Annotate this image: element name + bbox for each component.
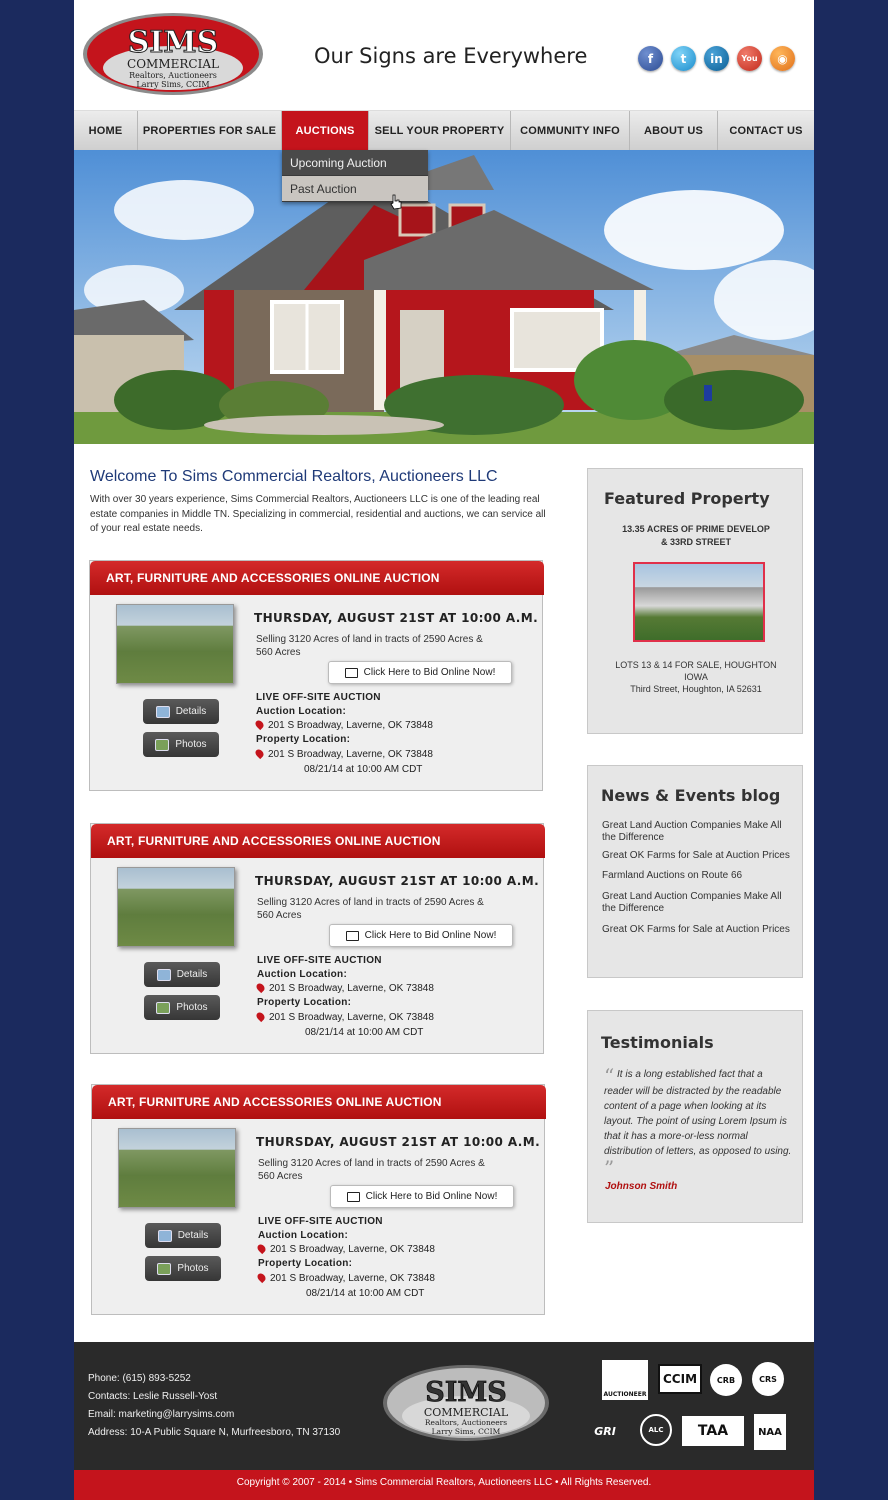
featured-property-box — [587, 468, 803, 734]
details-button[interactable] — [143, 699, 219, 724]
footer-sims-logo[interactable] — [382, 1364, 550, 1442]
auction-card — [90, 823, 544, 1054]
cursor-hand-icon — [390, 194, 402, 210]
auction-location-label: Auction Location: — [256, 706, 347, 717]
bid-online-button[interactable] — [328, 661, 512, 684]
auction-title[interactable]: ART, FURNITURE AND ACCESSORIES ONLINE AUCTION — [90, 561, 544, 595]
auction-time: 08/21/14 at 10:00 AM CDT — [305, 1027, 424, 1038]
details-icon — [156, 706, 170, 718]
auction-location — [256, 720, 433, 731]
news-link[interactable]: Great Land Auction Companies Make All the Difference — [602, 820, 782, 843]
gri-cert-logo: GRI — [594, 1424, 616, 1438]
auction-land-photo[interactable] — [118, 1128, 236, 1208]
youtube-icon[interactable]: You — [737, 46, 762, 71]
footer-logo-sub: COMMERCIAL — [423, 1406, 509, 1419]
ccim-cert-logo: CCIM — [658, 1364, 702, 1394]
featured-desc-line3: Third Street, Houghton, IA 52631 — [630, 684, 762, 694]
auction-description: Selling 3120 Acres of land in tracts of 2590 Acres & 560 Acres — [256, 634, 483, 658]
property-location — [256, 749, 433, 760]
crb-cert-logo: CRB — [710, 1364, 742, 1396]
map-pin-icon — [256, 1272, 267, 1283]
details-label: Details — [176, 969, 208, 980]
footer-logo-line1: Realtors, Auctioneers — [424, 1418, 508, 1427]
featured-desc-line1: LOTS 13 & 14 FOR SALE, HOUGHTON — [615, 660, 777, 670]
details-icon — [157, 969, 171, 981]
bid-online-button[interactable] — [330, 1185, 514, 1208]
sims-logo[interactable] — [82, 12, 264, 96]
featured-name-line2[interactable]: & 33RD STREET — [660, 537, 731, 547]
photos-icon — [155, 739, 169, 751]
dropdown-upcoming-auction[interactable]: Upcoming Auction — [282, 150, 428, 176]
photos-button[interactable] — [144, 995, 220, 1020]
photos-label: Photos — [175, 739, 207, 750]
news-link[interactable]: Great OK Farms for Sale at Auction Prices — [602, 850, 790, 861]
property-location-label: Property Location: — [258, 1258, 353, 1269]
nav-home[interactable]: HOME — [74, 111, 138, 151]
featured-property-photo[interactable] — [633, 562, 765, 642]
auction-land-photo[interactable] — [116, 604, 234, 684]
close-quote-icon: ” — [604, 1156, 615, 1180]
news-title: News & Events blog — [601, 786, 781, 805]
logo-line1: Realtors, Auctioneers — [129, 71, 217, 80]
footer — [74, 1342, 814, 1470]
footer-phone: Phone: (615) 893-5252 — [88, 1373, 191, 1384]
monitor-icon — [345, 668, 358, 678]
page — [74, 0, 814, 1500]
photos-icon — [157, 1263, 171, 1275]
photos-button[interactable] — [145, 1256, 221, 1281]
auction-card — [89, 560, 543, 791]
map-pin-icon — [255, 982, 266, 993]
photos-button[interactable] — [143, 732, 219, 757]
auction-description: Selling 3120 Acres of land in tracts of 2590 Acres & 560 Acres — [257, 897, 484, 921]
map-pin-icon — [256, 1243, 267, 1254]
logo-line2: Larry Sims, CCIM — [136, 80, 210, 89]
auction-land-photo[interactable] — [117, 867, 235, 947]
map-pin-icon — [254, 748, 265, 759]
auction-time: 08/21/14 at 10:00 AM CDT — [306, 1288, 425, 1299]
auction-location-label: Auction Location: — [258, 1230, 349, 1241]
auction-date: THURSDAY, AUGUST 21ST AT 10:00 A.M. — [256, 1135, 541, 1149]
auction-title[interactable]: ART, FURNITURE AND ACCESSORIES ONLINE AUCTION — [92, 1085, 546, 1119]
auction-location-label: Auction Location: — [257, 969, 348, 980]
auction-location — [257, 983, 434, 994]
facebook-icon[interactable]: f — [638, 46, 663, 71]
rss-icon[interactable]: ◉ — [770, 46, 795, 71]
linkedin-icon[interactable]: in — [704, 46, 729, 71]
photos-label: Photos — [177, 1263, 209, 1274]
details-button[interactable] — [145, 1223, 221, 1248]
details-label: Details — [177, 1230, 209, 1241]
property-location-value: 201 S Broadway, Laverne, OK 73848 — [270, 1273, 435, 1284]
header — [74, 0, 814, 110]
open-quote-icon: “ — [604, 1064, 615, 1088]
logo-sub: COMMERCIAL — [127, 57, 219, 71]
auction-card — [91, 1084, 545, 1315]
news-box — [587, 765, 803, 978]
testimonial-author: Johnson Smith — [605, 1181, 678, 1192]
featured-desc-line2: IOWA — [684, 672, 708, 682]
taa-cert-logo: TAA — [682, 1416, 744, 1446]
footer-address: Address: 10-A Public Square N, Murfreesboro, TN 37130 — [88, 1427, 341, 1438]
alc-cert-logo: ALC — [640, 1414, 672, 1446]
auction-type: LIVE OFF-SITE AUCTION — [256, 692, 381, 703]
auction-type: LIVE OFF-SITE AUCTION — [257, 955, 382, 966]
nav-sell-your-property[interactable]: SELL YOUR PROPERTY — [369, 111, 511, 151]
hero-house-image — [74, 150, 814, 444]
news-link[interactable]: Farmland Auctions on Route 66 — [602, 870, 743, 881]
main-nav — [74, 110, 814, 150]
footer-contacts: Contacts: Leslie Russell-Yost — [88, 1391, 218, 1402]
property-location-value: 201 S Broadway, Laverne, OK 73848 — [268, 749, 433, 760]
auction-location-value: 201 S Broadway, Laverne, OK 73848 — [268, 720, 433, 731]
photos-icon — [156, 1002, 170, 1014]
tagline: Our Signs are Everywhere — [314, 44, 588, 68]
testimonials-box — [587, 1010, 803, 1223]
naa-cert-logo: NAA — [754, 1414, 786, 1450]
monitor-icon — [346, 931, 359, 941]
auction-date: THURSDAY, AUGUST 21ST AT 10:00 A.M. — [255, 874, 540, 888]
featured-name-line1[interactable]: 13.35 ACRES OF PRIME DEVELOP — [622, 524, 770, 534]
auction-location-value: 201 S Broadway, Laverne, OK 73848 — [269, 983, 434, 994]
details-label: Details — [175, 706, 207, 717]
details-button[interactable] — [144, 962, 220, 987]
featured-title: Featured Property — [604, 489, 770, 508]
nav-contact-us[interactable]: CONTACT US — [729, 125, 803, 137]
testimonial-quote — [604, 1064, 794, 1180]
auction-type: LIVE OFF-SITE AUCTION — [258, 1216, 383, 1227]
bid-online-label: Click Here to Bid Online Now! — [363, 667, 496, 678]
welcome-title: Welcome To Sims Commercial Realtors, Auctioneers LLC — [90, 468, 498, 485]
auctions-dropdown — [282, 150, 428, 202]
auction-location-value: 201 S Broadway, Laverne, OK 73848 — [270, 1244, 435, 1255]
map-pin-icon — [254, 719, 265, 730]
auction-location — [258, 1244, 435, 1255]
testimonial-text: It is a long established fact that a reader will be distracted by the readable content of a page when looking at its layout. The point of using Lorem Ipsum is that it has a more-or-less normal distribution of letters, as opposed to using. — [604, 1069, 792, 1157]
monitor-icon — [347, 1192, 360, 1202]
testimonials-title: Testimonials — [601, 1033, 714, 1052]
auctioneer-cert-logo: AUCTIONEER — [602, 1360, 648, 1400]
crs-cert-logo: CRS — [752, 1362, 784, 1396]
bid-online-button[interactable] — [329, 924, 513, 947]
twitter-icon[interactable]: t — [671, 46, 696, 71]
photos-label: Photos — [176, 1002, 208, 1013]
footer-email[interactable]: Email: marketing@larrysims.com — [88, 1409, 235, 1420]
footer-logo-brand: SIMS — [425, 1377, 507, 1408]
property-location — [257, 1012, 434, 1023]
auction-time: 08/21/14 at 10:00 AM CDT — [304, 764, 423, 775]
social-links — [638, 46, 795, 71]
news-link[interactable]: Great OK Farms for Sale at Auction Prices — [602, 924, 790, 935]
nav-properties-for-sale[interactable]: PROPERTIES FOR SALE — [138, 111, 282, 151]
auction-title[interactable]: ART, FURNITURE AND ACCESSORIES ONLINE AUCTION — [91, 824, 545, 858]
nav-auctions[interactable]: AUCTIONS — [282, 111, 369, 151]
dropdown-past-auction[interactable]: Past Auction — [282, 176, 428, 202]
welcome-text: With over 30 years experience, Sims Commercial Realtors, Auctioneers LLC is one of the leading real estate companies in Middle TN. Specializing in commercial, residential and auctions, we can service all of your real estate needs. — [90, 494, 546, 534]
details-icon — [158, 1230, 172, 1242]
news-link[interactable]: Great Land Auction Companies Make All the Difference — [602, 891, 782, 914]
nav-community-info[interactable]: COMMUNITY INFO — [511, 111, 630, 151]
auction-description: Selling 3120 Acres of land in tracts of 2590 Acres & 560 Acres — [258, 1158, 485, 1182]
property-location-label: Property Location: — [257, 997, 352, 1008]
copyright-bar: Copyright © 2007 - 2014 • Sims Commercial Realtors, Auctioneers LLC • All Rights Reserved. — [74, 1470, 814, 1500]
bid-online-label: Click Here to Bid Online Now! — [364, 930, 497, 941]
property-location-label: Property Location: — [256, 734, 351, 745]
property-location — [258, 1273, 435, 1284]
logo-brand: SIMS — [127, 25, 219, 60]
auction-date: THURSDAY, AUGUST 21ST AT 10:00 A.M. — [254, 611, 539, 625]
property-location-value: 201 S Broadway, Laverne, OK 73848 — [269, 1012, 434, 1023]
map-pin-icon — [255, 1011, 266, 1022]
footer-logo-line2: Larry Sims, CCIM — [431, 1427, 501, 1436]
bid-online-label: Click Here to Bid Online Now! — [365, 1191, 498, 1202]
nav-about-us[interactable]: ABOUT US — [630, 111, 718, 151]
